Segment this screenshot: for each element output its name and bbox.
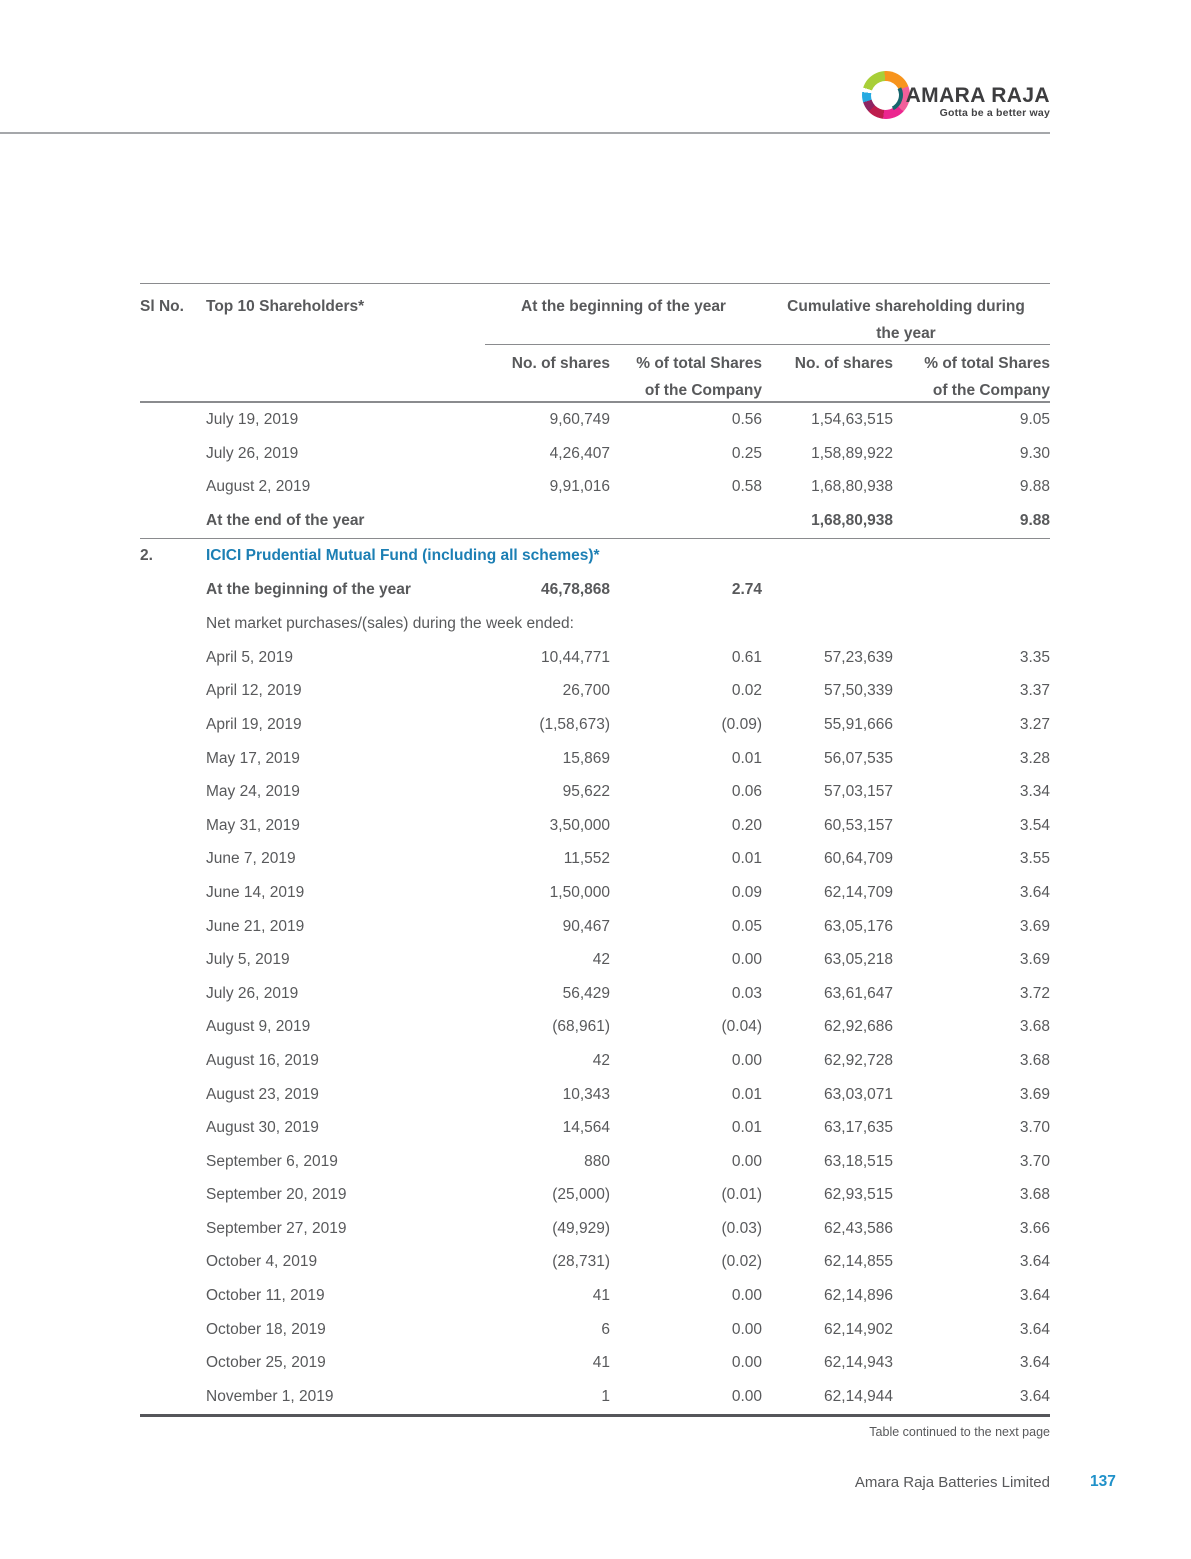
- cell-pct: 0.09: [731, 883, 762, 901]
- table-row: [140, 708, 1050, 742]
- cell-shares: 10,343: [562, 1085, 610, 1103]
- cell-date: October 25, 2019: [206, 1354, 326, 1372]
- cell-shares: 6: [601, 1320, 610, 1338]
- cell-shares: (68,961): [552, 1018, 610, 1036]
- table-row: [140, 876, 1050, 910]
- subheader-divider: [485, 344, 1050, 345]
- cell-shares: 3,50,000: [549, 816, 610, 834]
- cell-cum-pct: 3.70: [1019, 1152, 1050, 1170]
- cell-cum-shares: 57,03,157: [824, 783, 893, 801]
- cell-cum-shares: 1,58,89,922: [811, 444, 893, 462]
- cell-cum-shares: 62,43,586: [824, 1219, 893, 1237]
- brand-tagline: Gotta be a better way: [939, 107, 1050, 119]
- cell-pct: 0.06: [731, 783, 762, 801]
- cell-shares: 46,78,868: [541, 581, 610, 598]
- table-row: [140, 1078, 1050, 1112]
- cell-pct: 0.01: [731, 749, 762, 767]
- table-row: [140, 1346, 1050, 1380]
- cell-shares: 42: [592, 1051, 610, 1069]
- cell-date: October 4, 2019: [206, 1253, 318, 1271]
- cell-pct: 0.01: [731, 1085, 762, 1103]
- cell-cum-shares: 63,05,218: [824, 951, 893, 969]
- cell-pct: (0.04): [721, 1018, 762, 1036]
- cell-cum-pct: 3.64: [1019, 1387, 1050, 1405]
- table-row: [140, 943, 1050, 977]
- cell-shares: 41: [592, 1354, 610, 1372]
- table-row: [140, 742, 1050, 776]
- footer-company-name: Amara Raja Batteries Limited: [854, 1474, 1050, 1491]
- table-row: [140, 1111, 1050, 1145]
- cell-pct: 0.20: [731, 816, 762, 834]
- cell-shares: 10,44,771: [541, 648, 610, 666]
- header-divider: [0, 132, 1050, 134]
- cell-cum-pct: 9.30: [1019, 444, 1050, 462]
- header-spacer: [140, 350, 485, 404]
- cell-shares: (49,929): [552, 1219, 610, 1237]
- cell-pct: 0.61: [731, 648, 762, 666]
- cell-cum-pct: 3.68: [1019, 1186, 1050, 1204]
- brand-name: AMARA RAJA: [905, 84, 1050, 107]
- cell-cum-shares: 62,14,944: [824, 1387, 893, 1405]
- cell-cum-shares: 62,14,855: [824, 1253, 893, 1271]
- cell-cum-shares: 56,07,535: [824, 749, 893, 767]
- cell-pct: 2.74: [731, 581, 762, 598]
- cell-date: November 1, 2019: [206, 1387, 334, 1405]
- table-row: [140, 1011, 1050, 1045]
- cell-cum-pct: 9.88: [1019, 478, 1050, 496]
- header-pct-line2: of the Company: [932, 382, 1050, 399]
- header-cumulative-line2: the year: [876, 325, 936, 342]
- header-cumulative-group: [762, 293, 1050, 347]
- cell-date: August 30, 2019: [206, 1119, 319, 1137]
- cell-cum-pct: 3.27: [1019, 715, 1050, 733]
- header-sl-no: Sl No.: [140, 298, 184, 315]
- cell-cum-pct: 3.70: [1019, 1119, 1050, 1137]
- cell-cum-shares: 1,68,80,938: [811, 512, 893, 530]
- section2-rows: [140, 641, 1050, 1414]
- amara-raja-logo-icon: [862, 71, 910, 122]
- cell-pct: 0.05: [731, 917, 762, 935]
- cell-cum-pct: 3.64: [1019, 1287, 1050, 1305]
- cell-date: June 21, 2019: [206, 917, 305, 935]
- cell-date: April 19, 2019: [206, 715, 302, 733]
- cell-shares: (25,000): [552, 1186, 610, 1204]
- header-pct-of-total-cumulative: [893, 350, 1050, 404]
- cell-cum-pct: 3.69: [1019, 917, 1050, 935]
- cell-pct: 0.25: [731, 444, 762, 462]
- header-no-of-shares-cumulative: No. of shares: [794, 355, 893, 372]
- table-header-row-groups: [140, 284, 1050, 347]
- table-row: [140, 843, 1050, 877]
- cell-date: July 5, 2019: [206, 951, 290, 969]
- cell-cum-pct: 3.66: [1019, 1219, 1050, 1237]
- cell-cum-pct: 3.64: [1019, 1354, 1050, 1372]
- cell-shares: 1,50,000: [549, 883, 610, 901]
- table-bottom-border: [140, 1414, 1050, 1417]
- section2-note-row: [140, 607, 1050, 641]
- cell-cum-pct: 3.28: [1019, 749, 1050, 767]
- cell-pct: 0.00: [731, 1051, 762, 1069]
- table-row: [140, 675, 1050, 709]
- table-row: [140, 1179, 1050, 1213]
- net-purchases-note: Net market purchases/(sales) during the week ended:: [206, 615, 574, 632]
- cell-cum-shares: 62,14,902: [824, 1320, 893, 1338]
- header-cumulative-line1: Cumulative shareholding during: [787, 298, 1025, 315]
- cell-date: April 5, 2019: [206, 648, 294, 666]
- cell-date: May 24, 2019: [206, 783, 300, 801]
- section1-rows: [140, 403, 1050, 539]
- table-header-row-sub: [140, 350, 1050, 404]
- cell-shares: 1: [601, 1387, 610, 1405]
- cell-date: May 31, 2019: [206, 816, 300, 834]
- cell-cum-shares: 62,92,728: [824, 1051, 893, 1069]
- cell-date: June 7, 2019: [206, 850, 296, 868]
- cell-cum-pct: 3.64: [1019, 1253, 1050, 1271]
- cell-shares: 880: [584, 1152, 610, 1170]
- table-row: [140, 910, 1050, 944]
- cell-cum-shares: 1,68,80,938: [811, 478, 893, 496]
- cell-date: August 23, 2019: [206, 1085, 319, 1103]
- header-pct-line1: % of total Shares: [924, 355, 1050, 372]
- continuation-note: Table continued to the next page: [869, 1424, 1050, 1439]
- cell-shares: 90,467: [562, 917, 610, 935]
- cell-sl-no: 2.: [140, 547, 153, 564]
- table-row: [140, 1044, 1050, 1078]
- cell-cum-shares: 62,92,686: [824, 1018, 893, 1036]
- cell-cum-shares: 62,93,515: [824, 1186, 893, 1204]
- cell-date: September 6, 2019: [206, 1152, 338, 1170]
- cell-pct: 0.00: [731, 1320, 762, 1338]
- cell-cum-shares: 57,23,639: [824, 648, 893, 666]
- cell-date: August 2, 2019: [206, 478, 311, 496]
- header-no-of-shares-begin: No. of shares: [511, 355, 610, 372]
- header-shareholders: Top 10 Shareholders*: [206, 298, 365, 315]
- cell-date: September 20, 2019: [206, 1186, 347, 1204]
- cell-cum-pct: 9.88: [1019, 512, 1050, 530]
- cell-shares: (1,58,673): [539, 715, 610, 733]
- cell-cum-shares: 60,53,157: [824, 816, 893, 834]
- cell-cum-pct: 3.34: [1019, 783, 1050, 801]
- table-header: [140, 283, 1050, 403]
- table-row: [140, 437, 1050, 471]
- cell-cum-pct: 3.64: [1019, 1320, 1050, 1338]
- header-pct-line2: of the Company: [644, 382, 762, 399]
- table-row: [140, 809, 1050, 843]
- cell-shares: 15,869: [562, 749, 610, 767]
- cell-shares: 56,429: [562, 984, 610, 1002]
- cell-date: July 26, 2019: [206, 984, 299, 1002]
- header-pct-of-total-begin: [610, 350, 762, 404]
- cell-cum-shares: 62,14,709: [824, 883, 893, 901]
- table-row: [140, 1313, 1050, 1347]
- cell-cum-shares: 60,64,709: [824, 850, 893, 868]
- cell-cum-pct: 3.72: [1019, 984, 1050, 1002]
- cell-cum-shares: 63,03,071: [824, 1085, 893, 1103]
- header-pct-line1: % of total Shares: [636, 355, 762, 372]
- cell-date: April 12, 2019: [206, 682, 302, 700]
- cell-pct: 0.01: [731, 1119, 762, 1137]
- table-row: [140, 641, 1050, 675]
- cell-cum-pct: 3.35: [1019, 648, 1050, 666]
- cell-pct: 0.02: [731, 682, 762, 700]
- cell-pct: 0.03: [731, 984, 762, 1002]
- cell-cum-shares: 57,50,339: [824, 682, 893, 700]
- cell-pct: 0.00: [731, 1287, 762, 1305]
- cell-shares: 11,552: [563, 850, 610, 868]
- page-number: 137: [1090, 1473, 1116, 1490]
- cell-date: July 19, 2019: [206, 410, 299, 428]
- cell-label: At the beginning of the year: [206, 581, 411, 598]
- cell-cum-pct: 3.69: [1019, 1085, 1050, 1103]
- cell-cum-pct: 9.05: [1019, 410, 1050, 428]
- cell-date: October 11, 2019: [206, 1287, 325, 1305]
- cell-pct: 0.00: [731, 1152, 762, 1170]
- table-row: [140, 1212, 1050, 1246]
- cell-pct: 0.00: [731, 1354, 762, 1372]
- cell-shares: 26,700: [562, 682, 610, 700]
- cell-pct: (0.09): [721, 715, 762, 733]
- cell-cum-pct: 3.54: [1019, 816, 1050, 834]
- cell-cum-pct: 3.64: [1019, 883, 1050, 901]
- cell-cum-pct: 3.68: [1019, 1051, 1050, 1069]
- cell-date: October 18, 2019: [206, 1320, 326, 1338]
- table-row: [140, 977, 1050, 1011]
- cell-cum-pct: 3.68: [1019, 1018, 1050, 1036]
- cell-cum-shares: 63,61,647: [824, 984, 893, 1002]
- cell-shares: 95,622: [562, 783, 610, 801]
- table-row: [140, 504, 1050, 538]
- cell-cum-shares: 63,05,176: [824, 917, 893, 935]
- cell-pct: 0.56: [731, 410, 762, 428]
- section2-title-row: [140, 539, 1050, 573]
- cell-pct: 0.00: [731, 1387, 762, 1405]
- section2-beginning-row: [140, 573, 1050, 607]
- table-row: [140, 775, 1050, 809]
- cell-date: August 9, 2019: [206, 1018, 311, 1036]
- cell-date: August 16, 2019: [206, 1051, 319, 1069]
- cell-cum-shares: 63,17,635: [824, 1119, 893, 1137]
- table-row: [140, 1145, 1050, 1179]
- header-beginning-group: At the beginning of the year: [521, 298, 726, 315]
- table-row: [140, 403, 1050, 437]
- cell-shares: 14,564: [562, 1119, 610, 1137]
- cell-pct: 0.58: [731, 478, 762, 496]
- cell-cum-pct: 3.55: [1019, 850, 1050, 868]
- cell-cum-shares: 1,54,63,515: [811, 410, 893, 428]
- cell-cum-shares: 62,14,943: [824, 1354, 893, 1372]
- cell-cum-pct: 3.37: [1019, 682, 1050, 700]
- table-row: [140, 1246, 1050, 1280]
- cell-shares: 42: [592, 951, 610, 969]
- cell-cum-shares: 63,18,515: [824, 1152, 893, 1170]
- cell-date: May 17, 2019: [206, 749, 300, 767]
- shareholder-name: ICICI Prudential Mutual Fund (including all schemes)*: [206, 547, 600, 564]
- cell-date: June 14, 2019: [206, 883, 305, 901]
- table-row: [140, 471, 1050, 505]
- cell-pct: (0.02): [721, 1253, 762, 1271]
- cell-shares: (28,731): [552, 1253, 610, 1271]
- cell-pct: 0.01: [731, 850, 762, 868]
- cell-date: At the end of the year: [206, 512, 365, 530]
- table-row: [140, 1279, 1050, 1313]
- cell-date: September 27, 2019: [206, 1219, 347, 1237]
- cell-cum-pct: 3.69: [1019, 951, 1050, 969]
- cell-cum-shares: 62,14,896: [824, 1287, 893, 1305]
- cell-pct: (0.01): [721, 1186, 762, 1204]
- shareholding-table: [140, 283, 1050, 1439]
- cell-shares: 41: [592, 1287, 610, 1305]
- cell-date: July 26, 2019: [206, 444, 299, 462]
- cell-cum-shares: 55,91,666: [824, 715, 893, 733]
- cell-shares: 9,60,749: [549, 410, 610, 428]
- table-row: [140, 1380, 1050, 1414]
- cell-shares: 4,26,407: [549, 444, 610, 462]
- cell-shares: 9,91,016: [549, 478, 610, 496]
- cell-pct: 0.00: [731, 951, 762, 969]
- cell-pct: (0.03): [721, 1219, 762, 1237]
